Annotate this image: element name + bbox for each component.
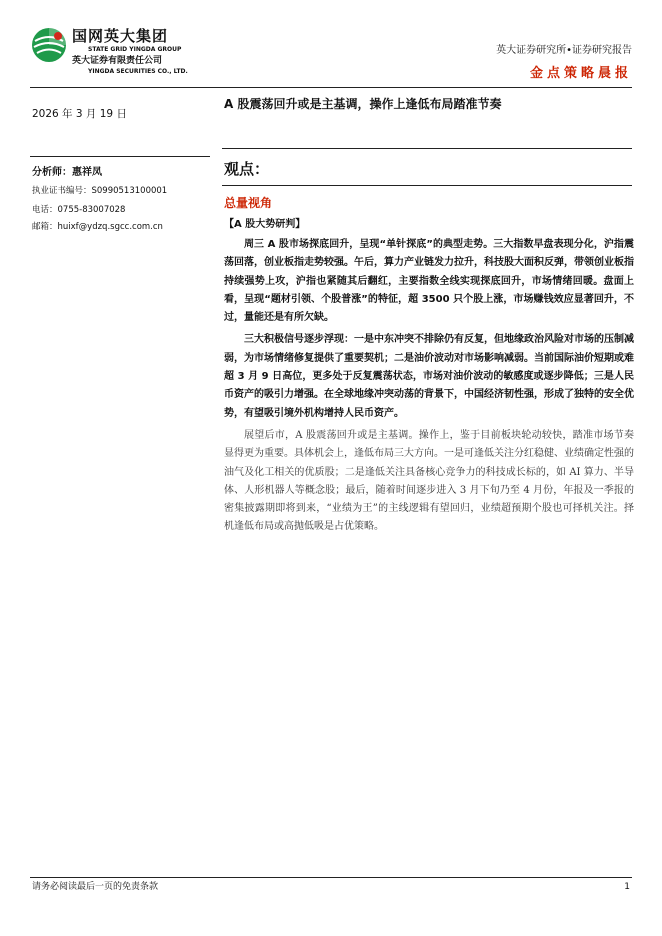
analyst-cert: 执业证书编号：S0990513100001 <box>32 186 168 196</box>
page-number: 1 <box>624 882 630 892</box>
footer-disclaimer: 请务必阅读最后一页的免责条款 <box>32 882 159 892</box>
article-body <box>224 236 634 541</box>
title-divider <box>222 148 632 149</box>
logo-company-name-en: YINGDA SECURITIES CO., LTD. <box>88 68 188 75</box>
paragraph-market-review: 周三 A 股市场探底回升，呈现“单针探底”的典型走势。三大指数早盘表现分化，沪指震荡回落，创业板指走势较强。午后，算力产业链发力拉升，科技股大面积反弹，带领创业板指持续强势上攻，沪指也紧随其后翻红，主要指数全线实现探底回升，市场情绪回暖。盘面上看，呈现“题材引领、个股普涨”的特征，超 3500 只个股上涨，市场赚钱效应显著回升，不过，量能还是有所欠缺。 <box>224 239 634 324</box>
paragraph-positive-signals: 三大积极信号逐步浮现：一是中东冲突不排除仍有反复，但地缘政治风险对市场的压制减弱，为市场情绪修复提供了重要契机；二是油价波动对市场影响减弱。当前国际油价短期或难超 3 月 9 日高位，更多处于反复震荡状态，市场对油价波动的敏感度或逐步降低；三是人民币资产的吸引力增强。在全球地缘冲突动荡的背景下，中国经济韧性强，形成了独特的安全优势，有望吸引境外机构增持人民币资产。 <box>224 334 634 419</box>
section-divider <box>222 185 632 186</box>
header-divider <box>30 87 632 88</box>
logo-group-name: 国网英大集团 <box>72 27 169 45</box>
analyst-name: 分析师：惠祥凤 <box>32 167 102 178</box>
footer-divider <box>30 877 632 878</box>
report-title: A 股震荡回升或是主基调，操作上逢低布局踏准节奏 <box>224 97 502 111</box>
paragraph-outlook: 展望后市，A 股震荡回升或是主基调。操作上，鉴于目前板块轮动较快，踏准市场节奏显得更为重要。具体机会上，逢低布局三大方向。一是可逢低关注分红稳健、业绩确定性强的油气及化工相关的优质股；二是逢低关注具备核心竞争力的科技成长标的，如 AI 算力、半导体、人形机器人等概念股；最后，随着时间逐步进入 3 月下旬乃至 4 月份，年报及一季报的密集披露期即将到来，“业绩为王”的主线逻辑有望回归，业绩超预期个股也可择机关注。择机逢低布局或高抛低吸是占优策略。 <box>224 429 634 533</box>
analyst-email: 邮箱：huixf@ydzq.sgcc.com.cn <box>32 222 163 232</box>
report-type: 金点策略晨报 <box>529 66 632 81</box>
topic-label: 【A 股大势研判】 <box>224 219 306 230</box>
report-date: 2026 年 3 月 19 日 <box>32 108 127 120</box>
company-logo-icon <box>31 27 67 63</box>
subheading: 总量视角 <box>224 196 273 210</box>
report-subtitle: 英大证券研究所•证券研究报告 <box>496 45 632 56</box>
sidebar-divider <box>30 156 210 157</box>
logo-company-name: 英大证券有限责任公司 <box>72 56 163 66</box>
analyst-phone: 电话：0755-83007028 <box>32 205 126 215</box>
section-title: 观点： <box>224 160 270 178</box>
logo-group-name-en: STATE GRID YINGDA GROUP <box>88 46 182 53</box>
